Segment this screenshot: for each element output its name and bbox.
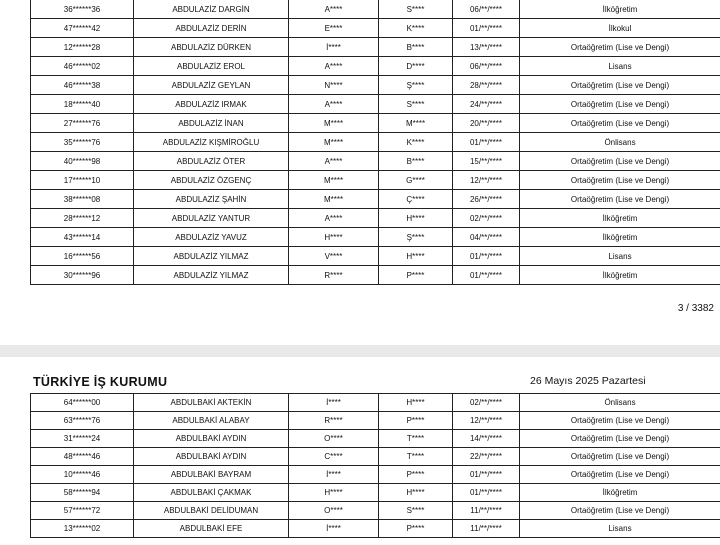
education-cell: İlköğretim <box>520 228 720 247</box>
document-page-4 <box>0 357 720 545</box>
name-cell: ABDULAZİZ İNAN <box>134 114 289 133</box>
birth-date-cell: 22/**/**** <box>453 448 520 466</box>
education-cell: Ortaöğretim (Lise ve Dengi) <box>520 466 720 484</box>
table-row <box>31 448 720 466</box>
masked-name-1-cell: İ**** <box>289 520 379 538</box>
table-row <box>31 430 720 448</box>
masked-name-1-cell: R**** <box>289 412 379 430</box>
id-cell: 36******36 <box>31 0 134 19</box>
name-cell: ABDULAZİZ ÖZGENÇ <box>134 171 289 190</box>
masked-name-1-cell: A**** <box>289 209 379 228</box>
id-cell: 63******76 <box>31 412 134 430</box>
masked-name-2-cell: K**** <box>379 19 453 38</box>
id-cell: 31******24 <box>31 430 134 448</box>
education-cell: Ortaöğretim (Lise ve Dengi) <box>520 114 720 133</box>
education-cell: İlköğretim <box>520 209 720 228</box>
masked-name-2-cell: H**** <box>379 209 453 228</box>
id-cell: 48******46 <box>31 448 134 466</box>
name-cell: ABDULBAKİ AKTEKİN <box>134 394 289 412</box>
masked-name-2-cell: Ç**** <box>379 190 453 209</box>
birth-date-cell: 02/**/**** <box>453 209 520 228</box>
id-cell: 57******72 <box>31 502 134 520</box>
name-cell: ABDULAZİZ YANTUR <box>134 209 289 228</box>
masked-name-2-cell: K**** <box>379 133 453 152</box>
table-row <box>31 466 720 484</box>
table-row <box>31 57 720 76</box>
masked-name-1-cell: M**** <box>289 190 379 209</box>
id-cell: 47******42 <box>31 19 134 38</box>
table-row <box>31 76 720 95</box>
masked-name-1-cell: O**** <box>289 430 379 448</box>
id-cell: 16******56 <box>31 247 134 266</box>
id-cell: 46******38 <box>31 76 134 95</box>
name-cell: ABDULAZİZ DERİN <box>134 19 289 38</box>
education-cell: Ortaöğretim (Lise ve Dengi) <box>520 171 720 190</box>
education-cell: İlköğretim <box>520 266 720 285</box>
table-row <box>31 484 720 502</box>
table-row <box>31 266 720 285</box>
masked-name-2-cell: H**** <box>379 484 453 502</box>
id-cell: 12******28 <box>31 38 134 57</box>
education-cell: Ortaöğretim (Lise ve Dengi) <box>520 190 720 209</box>
education-cell: Ortaöğretim (Lise ve Dengi) <box>520 430 720 448</box>
name-cell: ABDULAZİZ ÖTER <box>134 152 289 171</box>
masked-name-1-cell: A**** <box>289 57 379 76</box>
birth-date-cell: 26/**/**** <box>453 190 520 209</box>
birth-date-cell: 11/**/**** <box>453 520 520 538</box>
table-row <box>31 209 720 228</box>
birth-date-cell: 12/**/**** <box>453 412 520 430</box>
name-cell: ABDULAZİZ ŞAHİN <box>134 190 289 209</box>
education-cell: Ortaöğretim (Lise ve Dengi) <box>520 95 720 114</box>
organization-title: TÜRKİYE İŞ KURUMU <box>33 375 168 389</box>
id-cell: 38******08 <box>31 190 134 209</box>
education-cell: Önlisans <box>520 133 720 152</box>
education-cell: Ortaöğretim (Lise ve Dengi) <box>520 412 720 430</box>
birth-date-cell: 01/**/**** <box>453 247 520 266</box>
birth-date-cell: 14/**/**** <box>453 430 520 448</box>
masked-name-2-cell: Ş**** <box>379 76 453 95</box>
table-row <box>31 38 720 57</box>
masked-name-1-cell: İ**** <box>289 38 379 57</box>
table-row <box>31 152 720 171</box>
masked-name-1-cell: H**** <box>289 484 379 502</box>
table-row <box>31 190 720 209</box>
education-cell: Ortaöğretim (Lise ve Dengi) <box>520 448 720 466</box>
masked-name-2-cell: D**** <box>379 57 453 76</box>
name-cell: ABDULAZİZ YILMAZ <box>134 266 289 285</box>
education-cell: Lisans <box>520 57 720 76</box>
masked-name-2-cell: S**** <box>379 0 453 19</box>
name-cell: ABDULBAKİ AYDIN <box>134 430 289 448</box>
id-cell: 10******46 <box>31 466 134 484</box>
name-cell: ABDULBAKİ AYDIN <box>134 448 289 466</box>
masked-name-1-cell: A**** <box>289 152 379 171</box>
report-date: 26 Mayıs 2025 Pazartesi <box>530 375 646 387</box>
id-cell: 18******40 <box>31 95 134 114</box>
masked-name-1-cell: C**** <box>289 448 379 466</box>
birth-date-cell: 02/**/**** <box>453 394 520 412</box>
name-cell: ABDULAZİZ EROL <box>134 57 289 76</box>
birth-date-cell: 13/**/**** <box>453 38 520 57</box>
name-cell: ABDULAZİZ GEYLAN <box>134 76 289 95</box>
masked-name-1-cell: M**** <box>289 171 379 190</box>
birth-date-cell: 01/**/**** <box>453 133 520 152</box>
education-cell: Ortaöğretim (Lise ve Dengi) <box>520 76 720 95</box>
birth-date-cell: 01/**/**** <box>453 266 520 285</box>
name-cell: ABDULAZİZ YAVUZ <box>134 228 289 247</box>
masked-name-1-cell: R**** <box>289 266 379 285</box>
masked-name-2-cell: B**** <box>379 38 453 57</box>
masked-name-1-cell: N**** <box>289 76 379 95</box>
id-cell: 35******76 <box>31 133 134 152</box>
birth-date-cell: 28/**/**** <box>453 76 520 95</box>
birth-date-cell: 11/**/**** <box>453 502 520 520</box>
masked-name-1-cell: A**** <box>289 0 379 19</box>
masked-name-2-cell: T**** <box>379 448 453 466</box>
education-cell: İlkokul <box>520 19 720 38</box>
masked-name-2-cell: G**** <box>379 171 453 190</box>
id-cell: 43******14 <box>31 228 134 247</box>
id-cell: 46******02 <box>31 57 134 76</box>
birth-date-cell: 01/**/**** <box>453 484 520 502</box>
masked-name-1-cell: V**** <box>289 247 379 266</box>
table-row <box>31 0 720 19</box>
masked-name-2-cell: P**** <box>379 520 453 538</box>
birth-date-cell: 12/**/**** <box>453 171 520 190</box>
masked-name-2-cell: M**** <box>379 114 453 133</box>
education-cell: İlköğretim <box>520 484 720 502</box>
id-cell: 64******00 <box>31 394 134 412</box>
education-cell: Lisans <box>520 520 720 538</box>
table-row <box>31 171 720 190</box>
birth-date-cell: 06/**/**** <box>453 0 520 19</box>
masked-name-2-cell: Ş**** <box>379 228 453 247</box>
name-cell: ABDULBAKİ BAYRAM <box>134 466 289 484</box>
name-cell: ABDULAZİZ KIŞMİROĞLU <box>134 133 289 152</box>
masked-name-2-cell: P**** <box>379 466 453 484</box>
masked-name-2-cell: S**** <box>379 95 453 114</box>
id-cell: 30******96 <box>31 266 134 285</box>
masked-name-2-cell: T**** <box>379 430 453 448</box>
masked-name-1-cell: H**** <box>289 228 379 247</box>
name-cell: ABDULBAKİ ÇAKMAK <box>134 484 289 502</box>
id-cell: 40******98 <box>31 152 134 171</box>
name-cell: ABDULBAKİ ALABAY <box>134 412 289 430</box>
name-cell: ABDULAZİZ DARGİN <box>134 0 289 19</box>
table-row <box>31 520 720 538</box>
id-cell: 28******12 <box>31 209 134 228</box>
birth-date-cell: 24/**/**** <box>453 95 520 114</box>
page-separator <box>0 345 720 357</box>
table-row <box>31 114 720 133</box>
masked-name-1-cell: E**** <box>289 19 379 38</box>
masked-name-1-cell: M**** <box>289 114 379 133</box>
name-cell: ABDULAZİZ DÜRKEN <box>134 38 289 57</box>
page-number: 3 / 3382 <box>677 303 714 314</box>
education-cell: İlköğretim <box>520 0 720 19</box>
id-cell: 17******10 <box>31 171 134 190</box>
masked-name-1-cell: İ**** <box>289 466 379 484</box>
masked-name-1-cell: İ**** <box>289 394 379 412</box>
name-cell: ABDULAZİZ YILMAZ <box>134 247 289 266</box>
birth-date-cell: 15/**/**** <box>453 152 520 171</box>
name-cell: ABDULBAKİ DELİDUMAN <box>134 502 289 520</box>
birth-date-cell: 20/**/**** <box>453 114 520 133</box>
masked-name-2-cell: H**** <box>379 247 453 266</box>
table-row <box>31 228 720 247</box>
masked-name-2-cell: S**** <box>379 502 453 520</box>
birth-date-cell: 01/**/**** <box>453 466 520 484</box>
masked-name-1-cell: M**** <box>289 133 379 152</box>
masked-name-2-cell: H**** <box>379 394 453 412</box>
education-cell: Ortaöğretim (Lise ve Dengi) <box>520 502 720 520</box>
table-row <box>31 133 720 152</box>
table-row <box>31 19 720 38</box>
table-row <box>31 502 720 520</box>
masked-name-1-cell: O**** <box>289 502 379 520</box>
masked-name-2-cell: B**** <box>379 152 453 171</box>
name-cell: ABDULAZİZ IRMAK <box>134 95 289 114</box>
records-table-page-3 <box>30 0 720 285</box>
id-cell: 58******94 <box>31 484 134 502</box>
name-cell: ABDULBAKİ EFE <box>134 520 289 538</box>
birth-date-cell: 01/**/**** <box>453 19 520 38</box>
id-cell: 27******76 <box>31 114 134 133</box>
education-cell: Lisans <box>520 247 720 266</box>
education-cell: Ortaöğretim (Lise ve Dengi) <box>520 38 720 57</box>
records-table-page-4 <box>30 393 720 538</box>
masked-name-2-cell: P**** <box>379 412 453 430</box>
education-cell: Önlisans <box>520 394 720 412</box>
education-cell: Ortaöğretim (Lise ve Dengi) <box>520 152 720 171</box>
birth-date-cell: 04/**/**** <box>453 228 520 247</box>
id-cell: 13******02 <box>31 520 134 538</box>
masked-name-1-cell: A**** <box>289 95 379 114</box>
masked-name-2-cell: P**** <box>379 266 453 285</box>
table-row <box>31 247 720 266</box>
birth-date-cell: 06/**/**** <box>453 57 520 76</box>
table-row <box>31 412 720 430</box>
table-row <box>31 95 720 114</box>
table-row <box>31 394 720 412</box>
